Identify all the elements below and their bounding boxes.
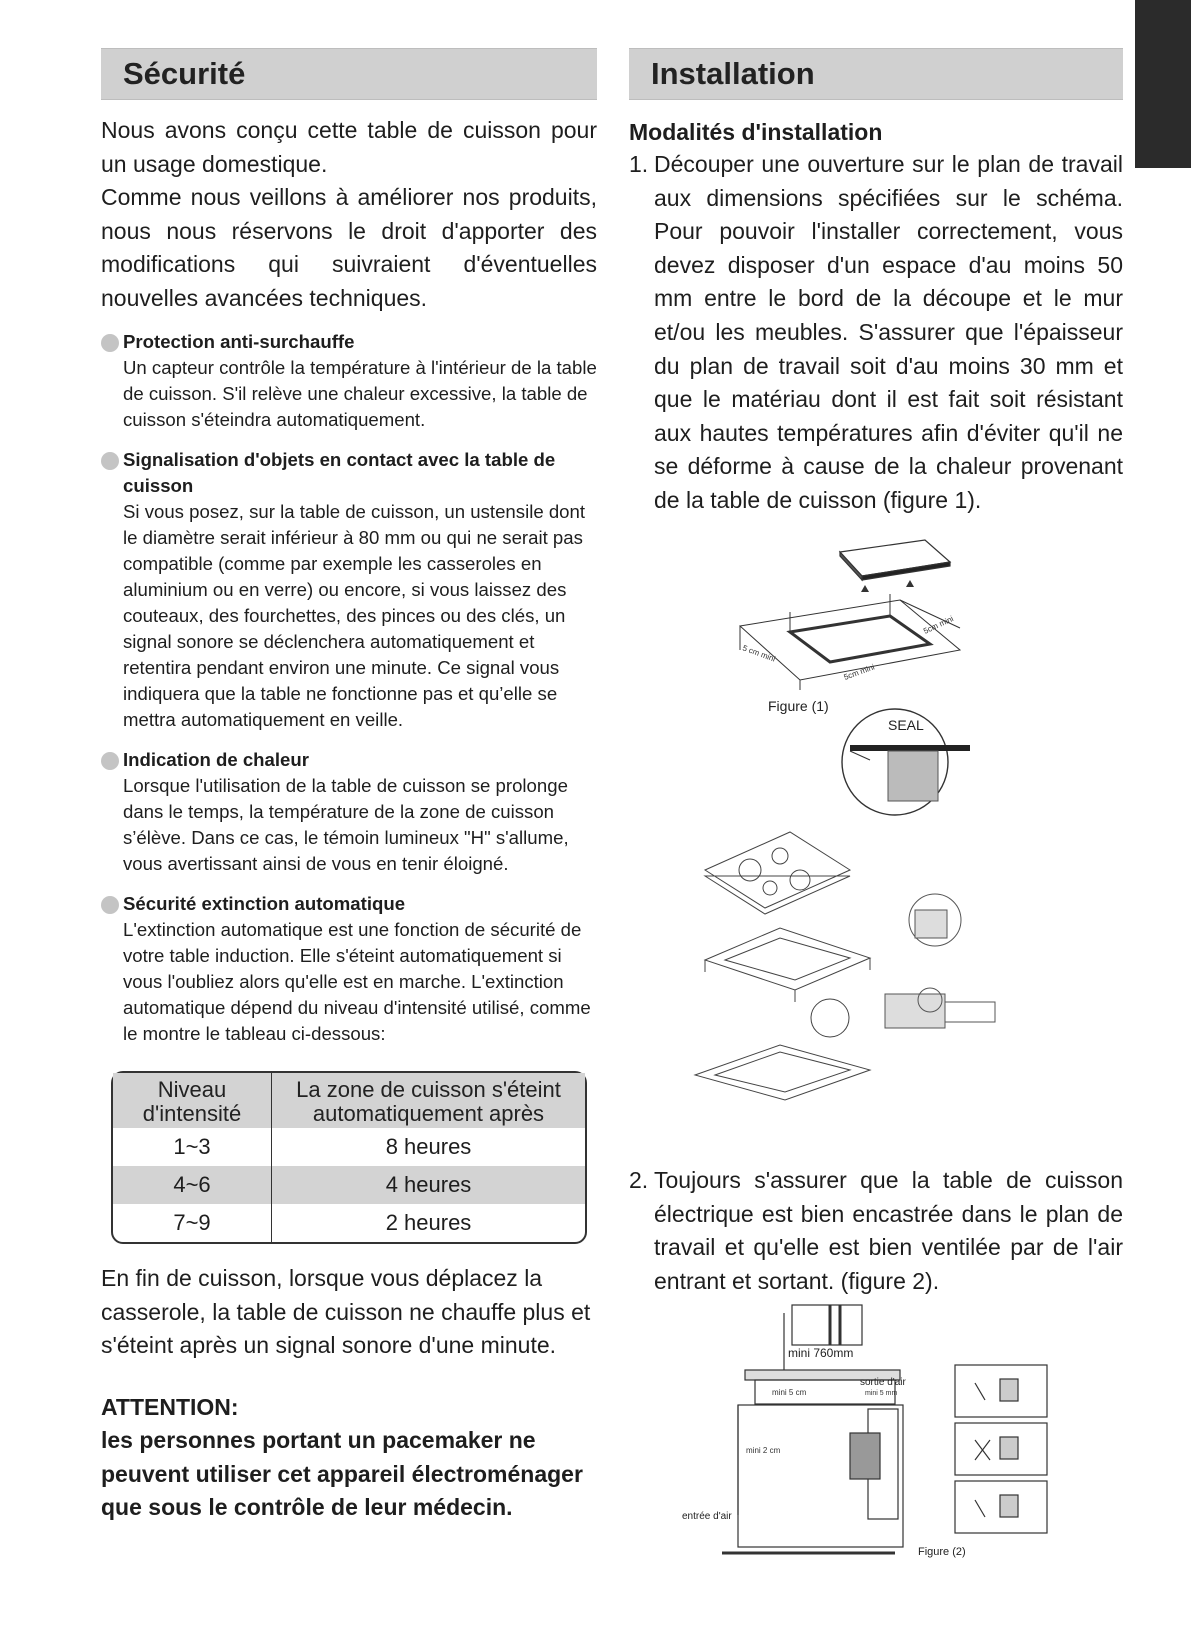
bullet-body: Un capteur contrôle la température à l'intérieur de la table de cuisson. S'il relève une chaleur excessive, la table de cuisson s'éteindra automatiquement. — [123, 357, 597, 430]
installation-column — [629, 48, 1123, 518]
bullet-title: Signalisation d'objets en contact avec la table de cuisson — [123, 449, 556, 496]
figure-2-caption: Figure (2) — [918, 1546, 966, 1558]
figure-1-diagram — [720, 540, 1060, 1100]
step-number: 1. — [629, 151, 649, 177]
edge-detail-drawing — [885, 894, 995, 1028]
bullet-dot-icon — [101, 334, 119, 352]
cutout-shape — [790, 616, 930, 662]
auto-shutoff-table — [111, 1071, 587, 1244]
sortie-air-label: sortie d'air — [860, 1377, 906, 1388]
bullet-title: Sécurité extinction automatique — [123, 893, 406, 914]
securite-intro — [101, 114, 597, 315]
arrows-down-icon — [861, 580, 914, 592]
bullet-dot-icon — [101, 452, 119, 470]
bullet-body: Si vous posez, sur la table de cuisson, un ustensile dont le diamètre serait inférieur à 80 mm ou qui ne serait pas compatible (comme par exemple les casseroles en aluminium ou en verre) ou encore, si vous laissez des couteaux, des fourchettes, des pinces ou des clés, un signal sonore se déclenchera automatiquement et retentira pendant environ une minute. Ce signal vous indiquera que la table ne fonctionne pas et qu’elle se mettra automatiquement en veille. — [123, 501, 586, 730]
intro-paragraph-1: Nous avons conçu cette table de cuisson pour un usage domestique. — [101, 117, 597, 177]
step-1 — [629, 148, 1123, 518]
bullet-heat-indicator — [101, 747, 597, 877]
step-number: 2. — [629, 1167, 649, 1193]
securite-heading: Sécurité — [101, 48, 597, 100]
table-row — [113, 1204, 585, 1242]
installation-subtitle: Modalités d'installation — [629, 119, 883, 145]
bullet-auto-shutoff — [101, 891, 597, 1047]
figure-2-diagram — [682, 1305, 1060, 1565]
installation-heading: Installation — [629, 48, 1123, 100]
dim-label-a: 5 cm mini — [741, 643, 777, 664]
bullet-title: Protection anti-surchauffe — [123, 331, 355, 352]
hob-zones-drawing — [705, 832, 850, 914]
header-text: Niveau — [157, 1077, 227, 1102]
step-2 — [629, 1164, 1123, 1298]
worktop-section-shape — [888, 751, 938, 801]
hood-shape — [792, 1305, 862, 1345]
securite-column — [101, 48, 597, 1525]
table-cell-time: 8 heures — [385, 1134, 472, 1159]
table-cell-level: 4~6 — [113, 1166, 272, 1204]
attention-title: ATTENTION: — [101, 1393, 239, 1420]
bullet-title: Indication de chaleur — [123, 749, 309, 770]
entree-air-label: entrée d'air — [682, 1511, 732, 1522]
after-table-paragraph: En fin de cuisson, lorsque vous déplacez la casserole, la table de cuisson ne chauffe plus et s'éteint après un signal sonore d'une minute. — [101, 1265, 591, 1358]
steps-list — [629, 148, 1123, 518]
bullet-overheat — [101, 329, 597, 433]
step-2-item — [629, 1164, 1123, 1298]
installation-tray-drawing — [705, 928, 870, 1037]
table-row — [113, 1128, 585, 1166]
ventilation-detail-boxes — [955, 1365, 1047, 1533]
attention-block — [101, 1391, 597, 1525]
dim-label-c: 5cm mini — [842, 662, 876, 682]
bullet-dot-icon — [101, 896, 119, 914]
step-text: Découper une ouverture sur le plan de travail aux dimensions spécifiées sur le schéma. Pour pouvoir l'installer correctement, vous devez disposer d'un espace d'au moins 50 mm entre le bord de la découpe et le mur et/ou les meubles. S'assurer que l'épaisseur du plan de travail soit d'au moins 30 mm et que le matériau dont il est fait soit résistant aux hautes températures afin d'éviter qu'il ne se déforme à cause de la chaleur provenant de la table de cuisson (figure 1). — [654, 151, 1123, 513]
steps-list-2 — [629, 1164, 1123, 1298]
figure-1-caption: Figure (1) — [768, 698, 829, 714]
mini-5cm-label: mini 5 cm — [772, 1388, 807, 1397]
intro-paragraph-2: Comme nous veillons à améliorer nos produits, nous nous réservons le droit d'apporter des modifications qui suivraient d'éventuelles nouvelles avancées techniques. — [101, 184, 597, 311]
dim-label-b: 5cm mini — [922, 614, 955, 636]
header-text: automatiquement après — [312, 1101, 545, 1126]
header-text: d'intensité — [142, 1101, 242, 1126]
mini-2cm-label: mini 2 cm — [746, 1446, 781, 1455]
table-row — [113, 1166, 585, 1204]
chapter-tab — [1135, 0, 1191, 168]
table-cell-time: 4 heures — [272, 1166, 585, 1204]
table-cell-level: 1~3 — [113, 1128, 272, 1166]
attention-body: les personnes portant un pacemaker ne peuvent utiliser cet appareil électroménager que sous le contrôle de leur médecin. — [101, 1427, 583, 1520]
seal-strip-shape — [850, 745, 970, 751]
worktop-shape — [740, 600, 960, 680]
step-text: Toujours s'assurer que la table de cuisson électrique est bien encastrée dans le plan de travail et qu'elle est bien ventilée par de l'air entrant et sortant. (figure 2). — [654, 1167, 1123, 1294]
bullet-dot-icon — [101, 752, 119, 770]
table-header-level — [113, 1073, 272, 1128]
seal-label: SEAL — [888, 717, 924, 733]
header-text: La zone de cuisson s'éteint — [296, 1077, 561, 1102]
table-cell-time: 2 heures — [385, 1210, 472, 1235]
mini-760-label: mini 760mm — [788, 1346, 854, 1360]
frame-drawing — [695, 1045, 870, 1100]
bullet-object-detection — [101, 447, 597, 733]
bullet-body: Lorsque l'utilisation de la table de cuisson se prolonge dans le temps, la température de la zone de cuisson s’élève. Dans ce cas, le témoin lumineux "H" s'allume, vous avertissant ainsi de vous en tenir éloigné. — [123, 775, 569, 874]
table-header-time — [272, 1073, 585, 1128]
table-header-row — [113, 1073, 585, 1128]
bullet-body: L'extinction automatique est une fonction de sécurité de votre table induction. Elle s'éteint automatiquement si vous l'oubliez alors qu'elle est en marche. L'extinction automatique dépend du niveau d'intensité utilisé, comme le montre le tableau ci-dessous: — [123, 919, 591, 1044]
table-cell-level: 7~9 — [113, 1204, 272, 1242]
mini-5mm-label: mini 5 mm — [865, 1390, 898, 1397]
